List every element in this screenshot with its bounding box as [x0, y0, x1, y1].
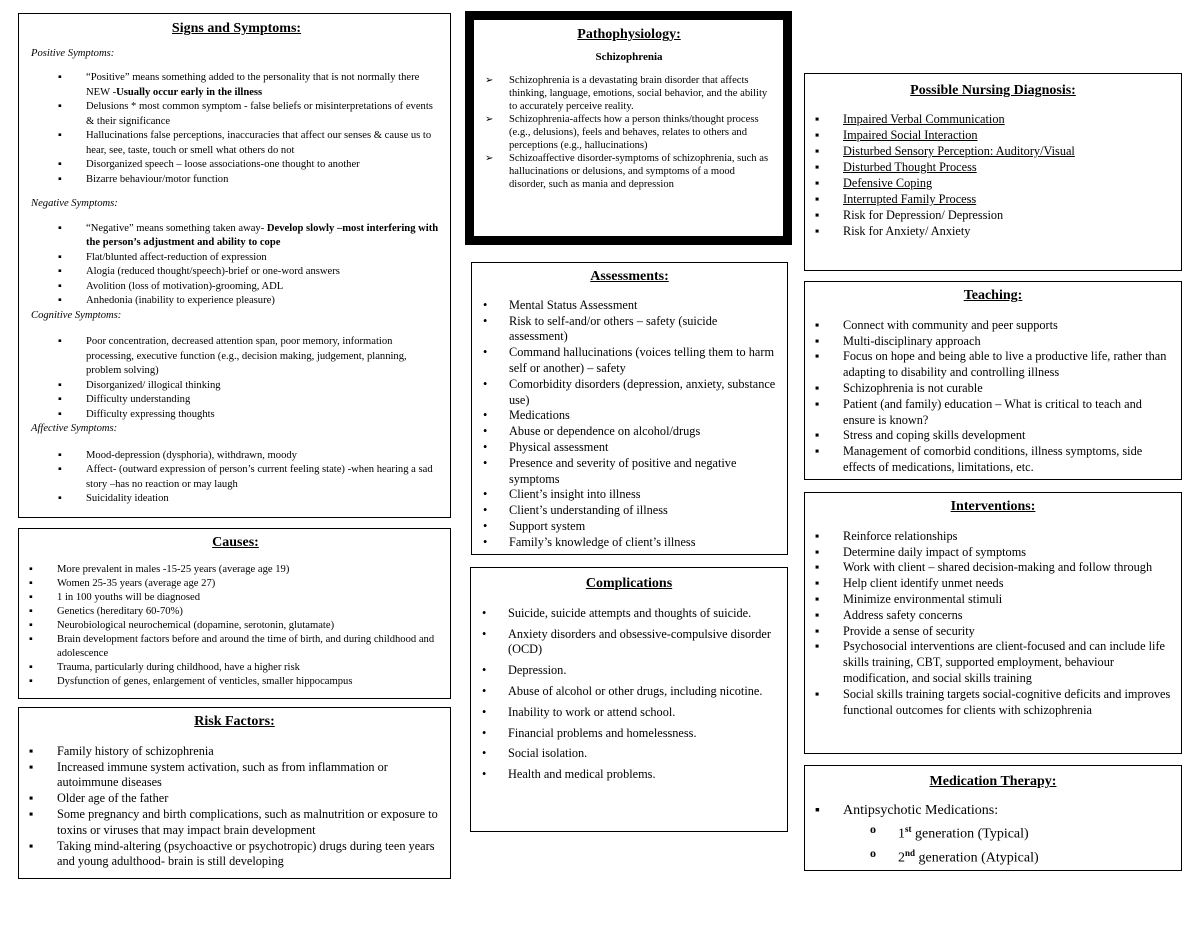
- list-item: ▪ Suicidality ideation: [86, 492, 442, 507]
- list-item: ▪ Psychosocial interventions are client-focused and can include life skills training, CBT, supported employment, behaviour modification, and social skills training: [843, 639, 1171, 686]
- list-item: ▪ Multi-disciplinary approach: [843, 334, 1171, 350]
- list-item: ▪ Family history of schizophrenia: [57, 744, 440, 760]
- nursing-diagnosis-box: [804, 73, 1182, 271]
- sub-bullet-icon: o: [870, 845, 876, 860]
- list-item: ▪ 1 in 100 youths will be diagnosed: [57, 591, 442, 605]
- negative-list-rest: [86, 251, 442, 309]
- list-item: • Medications: [509, 408, 777, 424]
- list-item: • Command hallucinations (voices telling them to harm self or another) – safety: [509, 345, 777, 377]
- cognitive-list: [86, 335, 442, 422]
- list-item: ▪ Stress and coping skills development: [843, 428, 1171, 444]
- medication-therapy-box: [804, 765, 1182, 871]
- list-item: ➢ Schizoaffective disorder-symptoms of schizophrenia, such as hallucinations or delusions, and symptoms of a mood disorder, such as mania and depression: [509, 152, 769, 191]
- list-item: ▪ Impaired Verbal Communication: [843, 111, 1171, 127]
- list-item: ▪ Some pregnancy and birth complications, such as malnutrition or exposure to toxins or viruses that may impact brain development: [57, 807, 440, 839]
- list-item: • Comorbidity disorders (depression, anxiety, substance use): [509, 377, 777, 409]
- meds-title: Medication Therapy:: [929, 774, 1057, 789]
- interventions-list: [843, 529, 1171, 719]
- list-item: ▪ Disorganized speech – loose associations-one thought to another: [86, 158, 442, 173]
- list-item: ▪ Provide a sense of security: [843, 624, 1171, 640]
- list-item: ▪ Difficulty understanding: [86, 393, 442, 408]
- list-item: ▪ Taking mind-altering (psychoactive or psychotropic) drugs during teen years and young adulthood- brain is still developing: [57, 839, 440, 871]
- negative-heading: Negative Symptoms:: [31, 198, 118, 209]
- positive-heading: Positive Symptoms:: [31, 47, 115, 59]
- list-item: o 1st generation (Typical): [870, 822, 1029, 842]
- list-item: • Physical assessment: [509, 440, 777, 456]
- teaching-box: [804, 281, 1182, 480]
- list-item: • Financial problems and homelessness.: [508, 726, 777, 742]
- list-item: ➢ Schizophrenia is a devastating brain disorder that affects thinking, language, emotions, social behavior, and the ability to accurately perceive reality.: [509, 74, 769, 113]
- list-item: ▪ Risk for Anxiety/ Anxiety: [843, 223, 1171, 239]
- assess-list: [509, 298, 777, 551]
- meds-item: ▪ Antipsychotic Medications:: [843, 801, 1171, 820]
- patho-title: Pathophysiology:: [577, 27, 681, 42]
- list-item: ▪ Impaired Social Interaction: [843, 127, 1171, 143]
- causes-title: Causes:: [212, 535, 259, 550]
- list-item: ▪ Schizophrenia is not curable: [843, 381, 1171, 397]
- signs-title: Signs and Symptoms:: [171, 21, 302, 36]
- list-item: ▪ Address safety concerns: [843, 608, 1171, 624]
- causes-list: [57, 563, 442, 689]
- risk-list: [57, 744, 440, 870]
- list-item: • Family’s knowledge of client’s illness: [509, 535, 777, 551]
- list-item: ▪ Interrupted Family Process: [843, 191, 1171, 207]
- list-item: ▪ Focus on hope and being able to live a productive life, rather than adapting to disability and controlling illness: [843, 349, 1171, 381]
- meds-sub-list: [870, 820, 1171, 867]
- positive-list: [86, 71, 442, 187]
- list-item: • Presence and severity of positive and negative symptoms: [509, 456, 777, 488]
- sub-bullet-icon: o: [870, 822, 876, 836]
- list-item: • Abuse of alcohol or other drugs, including nicotine.: [508, 684, 777, 700]
- list-item: ▪ “Positive” means something added to the personality that is not normally there NEW -Usually occur early in the illness: [86, 71, 442, 100]
- causes-box: [18, 528, 451, 699]
- complications-list: [508, 606, 777, 783]
- list-item: ▪ Older age of the father: [57, 791, 440, 807]
- nursing-list: [843, 111, 1171, 239]
- list-item: ▪ Determine daily impact of symptoms: [843, 545, 1171, 561]
- cognitive-heading: Cognitive Symptoms:: [31, 309, 122, 321]
- list-item: • Depression.: [508, 663, 777, 679]
- affective-list: [86, 449, 442, 507]
- list-item: ▪ Defensive Coping: [843, 175, 1171, 191]
- signs-symptoms-box: [18, 13, 451, 518]
- list-item: • Client’s insight into illness: [509, 487, 777, 503]
- list-item: ▪ Connect with community and peer supports: [843, 318, 1171, 334]
- list-item: ▪ Work with client – shared decision-making and follow through: [843, 560, 1171, 576]
- list-item: ▪ Disorganized/ illogical thinking: [86, 379, 442, 394]
- list-item: ▪ More prevalent in males -15-25 years (average age 19): [57, 563, 442, 577]
- list-item: ▪ Reinforce relationships: [843, 529, 1171, 545]
- list-item: o 2nd generation (Atypical): [870, 845, 1039, 866]
- list-item: • Client’s understanding of illness: [509, 503, 777, 519]
- list-item: • Mental Status Assessment: [509, 298, 777, 314]
- list-item: ▪ Help client identify unmet needs: [843, 576, 1171, 592]
- list-item: ▪ Anhedonia (inability to experience pleasure): [86, 294, 442, 309]
- risk-factors-box: [18, 707, 451, 879]
- list-item: ▪ Neurobiological neurochemical (dopamine, serotonin, glutamate): [57, 619, 442, 633]
- list-item: ▪ Minimize environmental stimuli: [843, 592, 1171, 608]
- list-item: • Health and medical problems.: [508, 767, 777, 783]
- teaching-title: Teaching:: [963, 288, 1023, 303]
- list-item: • Risk to self-and/or others – safety (suicide assessment): [509, 314, 777, 346]
- patho-subtitle: Schizophrenia: [595, 51, 663, 63]
- complications-box: [470, 567, 788, 832]
- list-item: ▪ Increased immune system activation, such as from inflammation or autoimmune diseases: [57, 760, 440, 792]
- list-item: ▪ Poor concentration, decreased attention span, poor memory, information processing, executive function (e.g., decision making, judgement, planning, problem solving): [86, 335, 442, 379]
- list-item: ▪ “Negative” means something taken away- Develop slowly –most interfering with the person’s adjustment and ability to cope: [86, 222, 442, 251]
- negative-list: [86, 222, 442, 251]
- list-item: ▪ Disturbed Sensory Perception: Auditory/Visual: [843, 143, 1171, 159]
- list-item: ▪ Delusions * most common symptom - false beliefs or misinterpretations of events & their significance: [86, 100, 442, 129]
- interventions-box: [804, 492, 1182, 754]
- list-item: • Suicide, suicide attempts and thoughts of suicide.: [508, 606, 777, 622]
- list-item: ▪ Patient (and family) education – What is critical to teach and ensure is known?: [843, 397, 1171, 429]
- list-item: • Anxiety disorders and obsessive-compulsive disorder (OCD): [508, 627, 777, 659]
- list-item: • Support system: [509, 519, 777, 535]
- assess-title: Assessments:: [590, 269, 669, 284]
- nursing-title: Possible Nursing Diagnosis:: [910, 83, 1076, 98]
- list-item: • Inability to work or attend school.: [508, 705, 777, 721]
- list-item: ▪ Difficulty expressing thoughts: [86, 408, 442, 423]
- teaching-list: [843, 318, 1171, 476]
- list-item: ▪ Social skills training targets social-cognitive deficits and improves functional outcomes for clients with schizophrenia: [843, 687, 1171, 719]
- risk-title: Risk Factors:: [194, 714, 275, 729]
- list-item: ▪ Flat/blunted affect-reduction of expression: [86, 251, 442, 266]
- list-item: ▪ Brain development factors before and around the time of birth, and during childhood and adolescence: [57, 633, 442, 661]
- list-item: ▪ Dysfunction of genes, enlargement of venticles, smaller hippocampus: [57, 675, 442, 689]
- list-item: • Social isolation.: [508, 746, 777, 762]
- list-item: ▪ Management of comorbid conditions, illness symptoms, side effects of medications, limitations, etc.: [843, 444, 1171, 476]
- list-item: ▪ Risk for Depression/ Depression: [843, 207, 1171, 223]
- list-item: ▪ Affect- (outward expression of person’s current feeling state) -when hearing a sad story –has no reaction or may laugh: [86, 463, 442, 492]
- affective-heading: Affective Symptoms:: [31, 423, 118, 434]
- pathophysiology-box: [465, 11, 792, 245]
- list-item: ▪ Mood-depression (dysphoria), withdrawn, moody: [86, 449, 442, 464]
- assessments-box: [471, 262, 788, 555]
- list-item: ▪ Trauma, particularly during childhood, have a higher risk: [57, 661, 442, 675]
- list-item: ▪ Alogia (reduced thought/speech)-brief or one-word answers: [86, 265, 442, 280]
- list-item: ▪ Disturbed Thought Process: [843, 159, 1171, 175]
- list-item: ▪ Avolition (loss of motivation)-grooming, ADL: [86, 280, 442, 295]
- list-item: ➢ Schizophrenia-affects how a person thinks/thought process (e.g., delusions), feels and behaves, relates to others and perceptions (e.g., hallucinations): [509, 113, 769, 152]
- patho-list: [509, 74, 769, 191]
- interventions-title: Interventions:: [950, 499, 1036, 514]
- list-item: ▪ Hallucinations false perceptions, inaccuracies that affect our senses & cause us to hear, see, taste, touch or smell what others do not: [86, 129, 442, 158]
- list-item: ▪ Bizarre behaviour/motor function: [86, 173, 442, 188]
- list-item: • Abuse or dependence on alcohol/drugs: [509, 424, 777, 440]
- meds-list: [843, 801, 1171, 820]
- list-item: ▪ Women 25-35 years (average age 27): [57, 577, 442, 591]
- list-item: ▪ Genetics (hereditary 60-70%): [57, 605, 442, 619]
- complications-title: Complications: [585, 576, 673, 591]
